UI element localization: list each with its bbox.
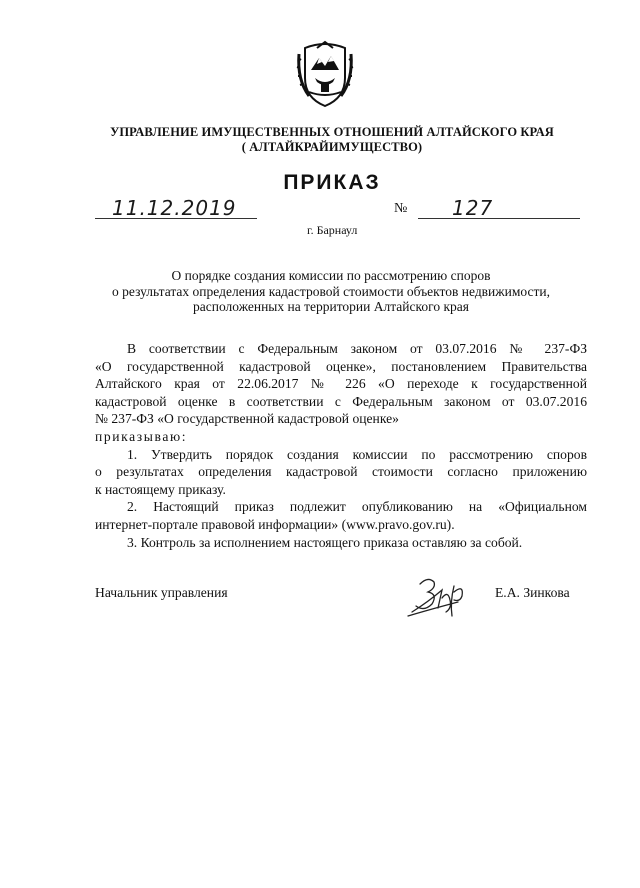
signatory-name: Е.А. Зинкова [495, 585, 570, 600]
document-city: г. Барнаул [307, 223, 358, 237]
item-1-line: 1. Утвердить порядок создания комиссии по рассмотрению споров [127, 446, 587, 462]
document-number: 127 [452, 196, 494, 220]
document-body [95, 340, 587, 551]
number-line [418, 218, 580, 219]
document-title: ПРИКАЗ [283, 171, 381, 194]
coat-of-arms-emblem [295, 40, 355, 110]
document-date: 11.12.2019 [112, 196, 237, 220]
order-word: приказываю: [95, 428, 188, 444]
organization-name: УПРАВЛЕНИЕ ИМУЩЕСТВЕННЫХ ОТНОШЕНИЙ АЛТАЙСКОГО КРАЯ [110, 125, 554, 139]
preamble-line: № 237-ФЗ «О государственной кадастровой оценке» [95, 411, 399, 427]
subject-line: расположенных на территории Алтайского края [193, 299, 469, 314]
item-1-line: о результатах определения кадастровой стоимости согласно приложению [95, 464, 587, 480]
organization-short-name: ( АЛТАЙКРАЙИМУЩЕСТВО) [241, 140, 423, 154]
item-1-line: к настоящему приказу. [95, 481, 226, 497]
item-2-line: интернет-портале правовой информации» (www.pravo.gov.ru). [95, 516, 455, 532]
preamble-line: Алтайского края от 22.06.2017 № 226 «О переходе к государственной [95, 376, 587, 392]
preamble-line: «О государственной кадастровой оценке», постановлением Правительства [95, 358, 587, 374]
subject-line: о результатах определения кадастровой стоимости объектов недвижимости, [112, 283, 550, 299]
number-label: № [394, 201, 408, 216]
handwritten-signature [398, 572, 478, 622]
document-subject [76, 268, 586, 315]
preamble-line: В соответствии с Федеральным законом от 03.07.2016 № 237-ФЗ [127, 341, 587, 356]
preamble-line: кадастровой оценке в соответствии с Федеральным законом от 03.07.2016 [95, 393, 587, 409]
item-3-line: 3. Контроль за исполнением настоящего приказа оставляю за собой. [127, 534, 523, 550]
signatory-position: Начальник управления [95, 585, 228, 600]
subject-line: О порядке создания комиссии по рассмотрению споров [171, 268, 491, 283]
item-2-line: 2. Настоящий приказ подлежит опубликованию на «Официальном [127, 499, 587, 515]
